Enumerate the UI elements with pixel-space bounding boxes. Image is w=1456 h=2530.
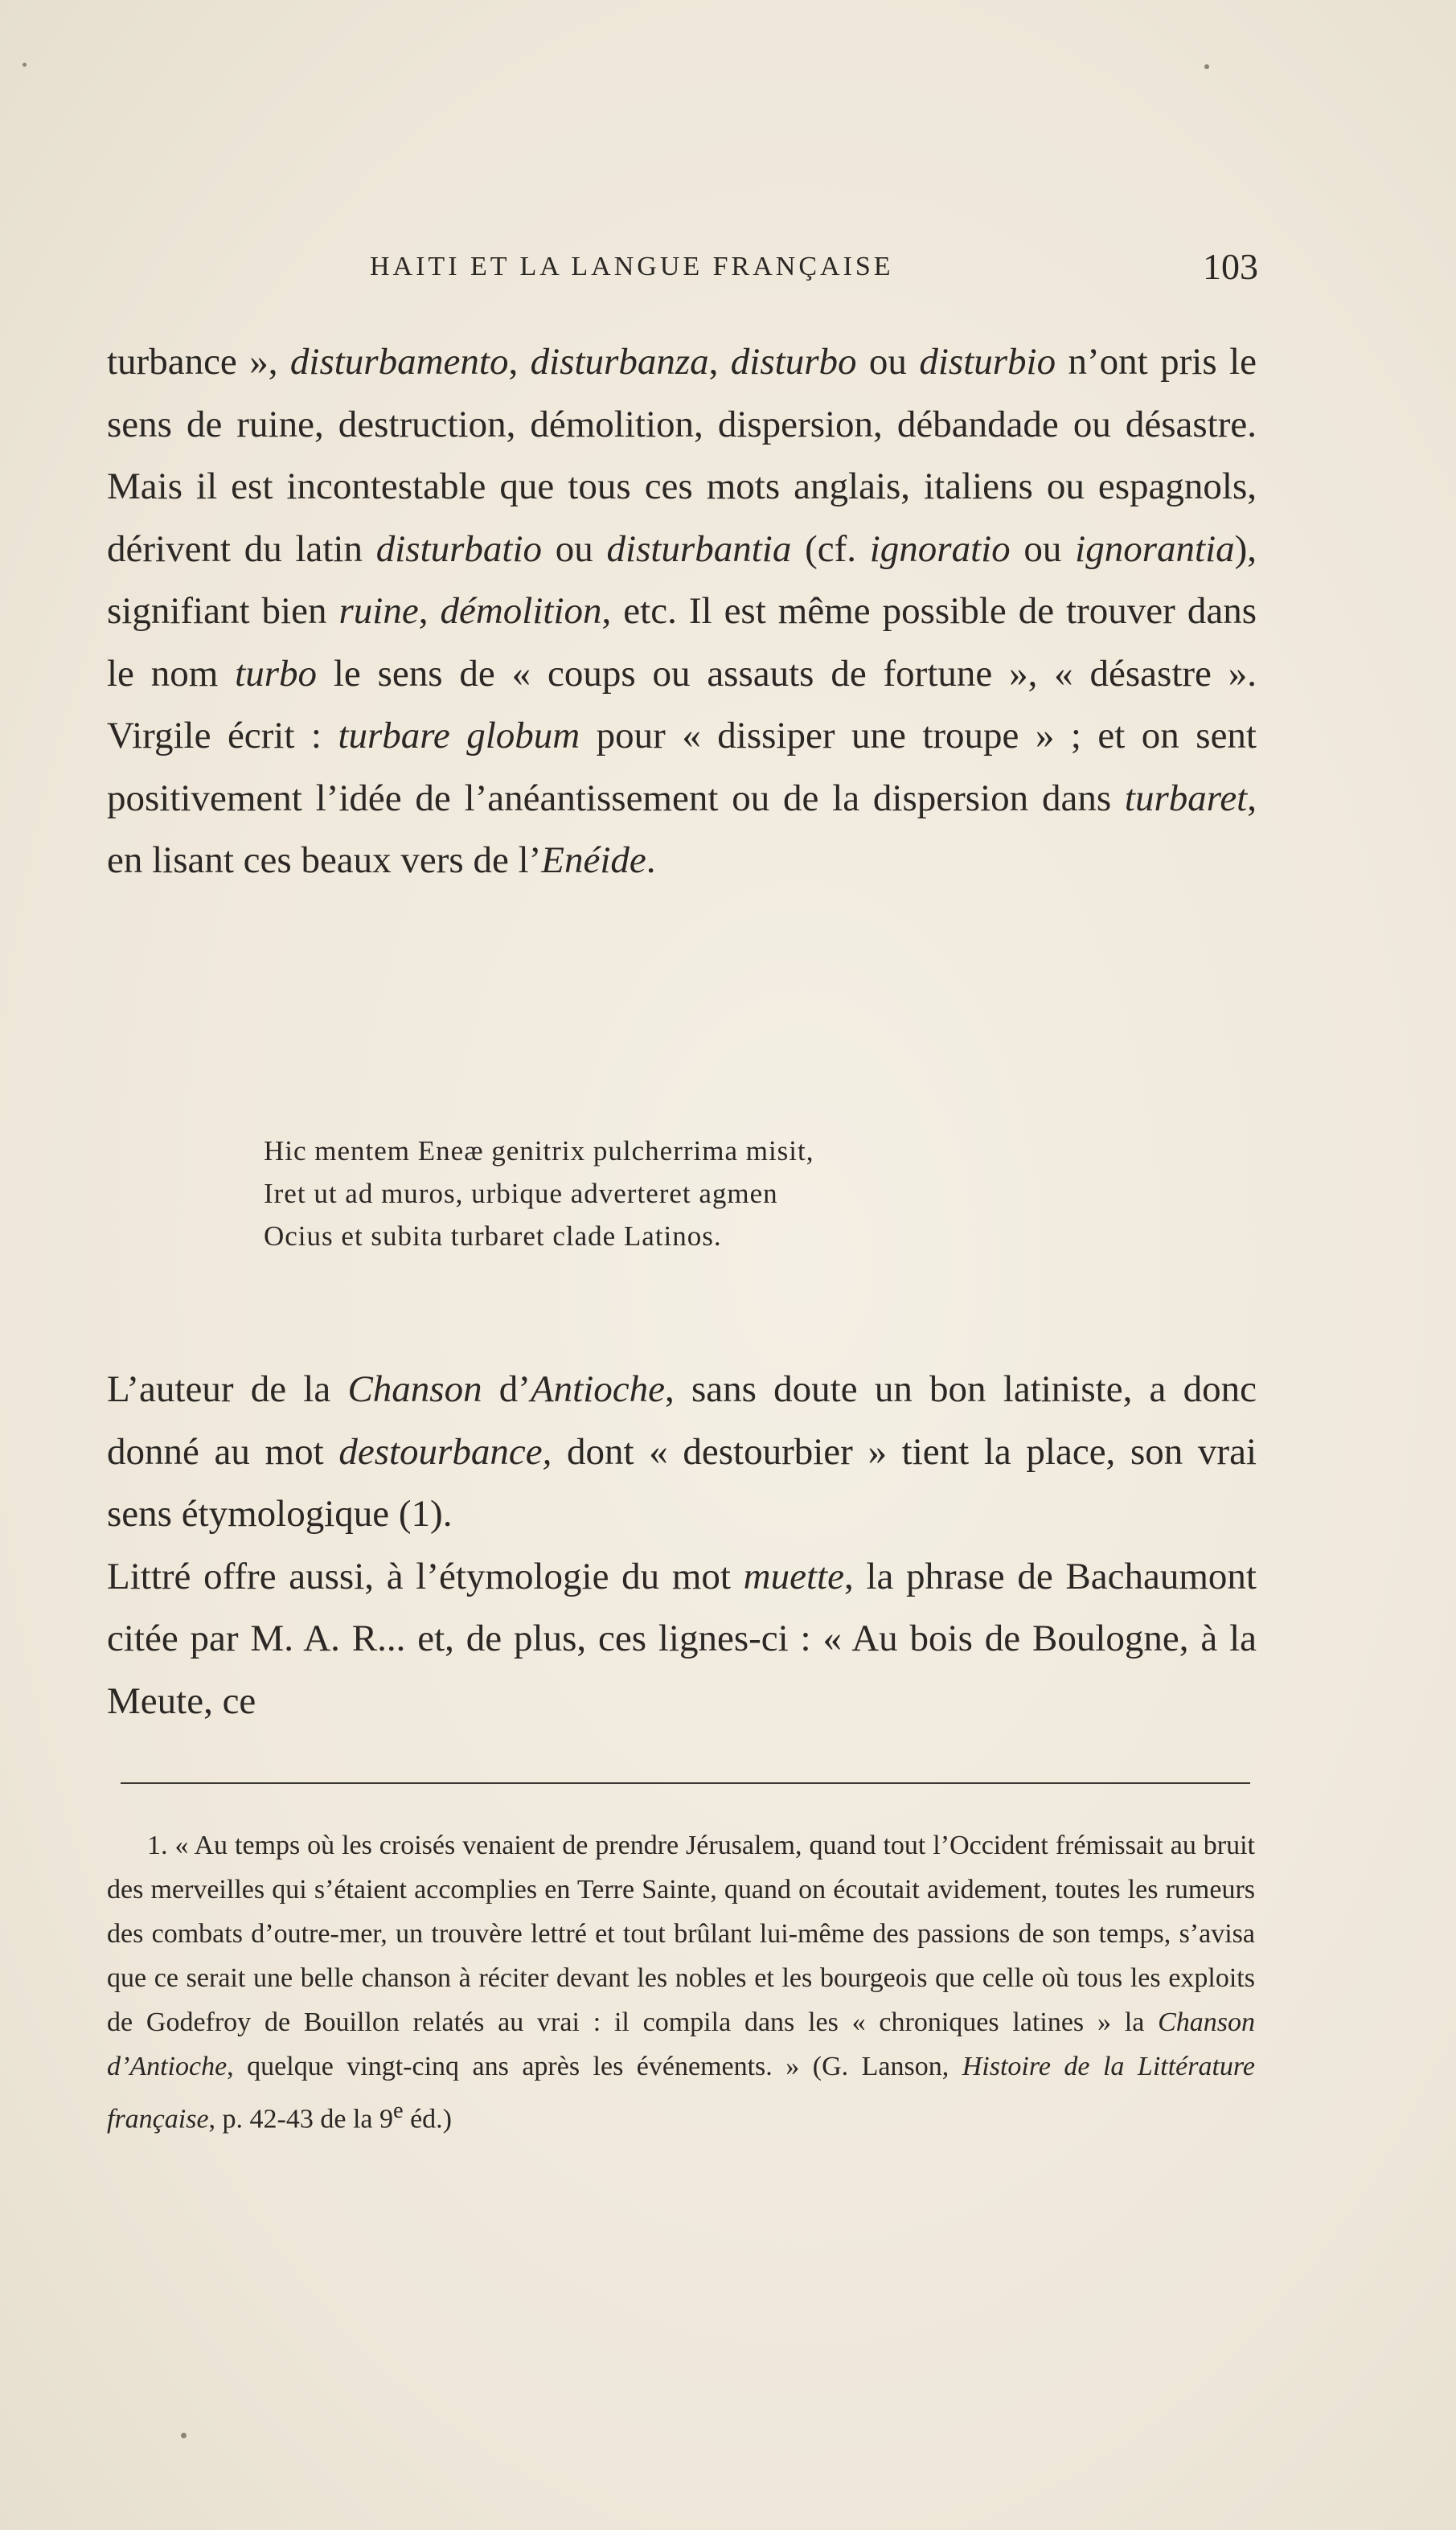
page-header bbox=[105, 245, 1258, 293]
footnote: 1. « Au temps où les croisés venaient de prendre Jérusalem, quand tout l’Occident frémissait au bruit des merveilles qui s’étaient accomplies en Terre Sainte, quand on écoutait avidement, toutes les rumeurs des combats d’outre-mer, un trouvère lettré et tout brûlant lui-même des passions de son temps, s’avisa que ce serait une belle chanson à réciter devant les nobles et les bourgeois que celle où tous les exploits de Godefroy de Bouillon relatés au vrai : il compila dans les « chroniques latines » la Chanson d’Antioche, quelque vingt-cinq ans après les événements. » (G. Lanson, Histoire de la Littérature française, p. 42-43 de la 9e éd.) bbox=[107, 1831, 1255, 2134]
latin-verse-quote bbox=[264, 1130, 814, 1257]
paper-speck bbox=[1204, 64, 1209, 69]
main-text-continued bbox=[107, 1359, 1257, 1732]
paragraph-3: Littré offre aussi, à l’étymologie du mot muette, la phrase de Bachaumont citée par M. A. R... et, de plus, ces lignes-ci : « Au bois de Boulogne, à la Meute, ce bbox=[107, 1555, 1257, 1722]
footnote-divider bbox=[121, 1782, 1250, 1784]
main-text bbox=[107, 331, 1257, 892]
paper-speck bbox=[181, 2433, 187, 2438]
running-title: HAITI ET LA LANGUE FRANÇAISE bbox=[370, 252, 894, 281]
paper-speck bbox=[23, 63, 27, 67]
verse-line: Ocius et subita turbaret clade Latinos. bbox=[264, 1220, 722, 1252]
paragraph-2: L’auteur de la Chanson d’Antioche, sans doute un bon latiniste, a donc donné au mot destourbance, dont « destourbier » tient la place, son vrai sens étymologique (1). bbox=[107, 1368, 1257, 1535]
verse-line: Hic mentem Eneæ genitrix pulcherrima misit, bbox=[264, 1135, 814, 1167]
paragraph-1: turbance », disturbamento, disturbanza, disturbo ou disturbio n’ont pris le sens de ruine, destruction, démolition, dispersion, débandade ou désastre. Mais il est incontestable que tous ces mots anglais, italiens ou espagnols, dérivent du latin disturbatio ou disturbantia (cf. ignoratio ou ignorantia), signifiant bien ruine, démolition, etc. Il est même possible de trouver dans le nom turbo le sens de « coups ou assauts de fortune », « désastre ». Virgile écrit : turbare globum pour « dissiper une troupe » ; et on sent positivement l’idée de l’anéantissement ou de la dispersion dans turbaret, en lisant ces beaux vers de l’Enéide. bbox=[107, 341, 1257, 881]
verse-line: Iret ut ad muros, urbique adverteret agmen bbox=[264, 1178, 778, 1209]
page-number: 103 bbox=[1203, 246, 1258, 287]
